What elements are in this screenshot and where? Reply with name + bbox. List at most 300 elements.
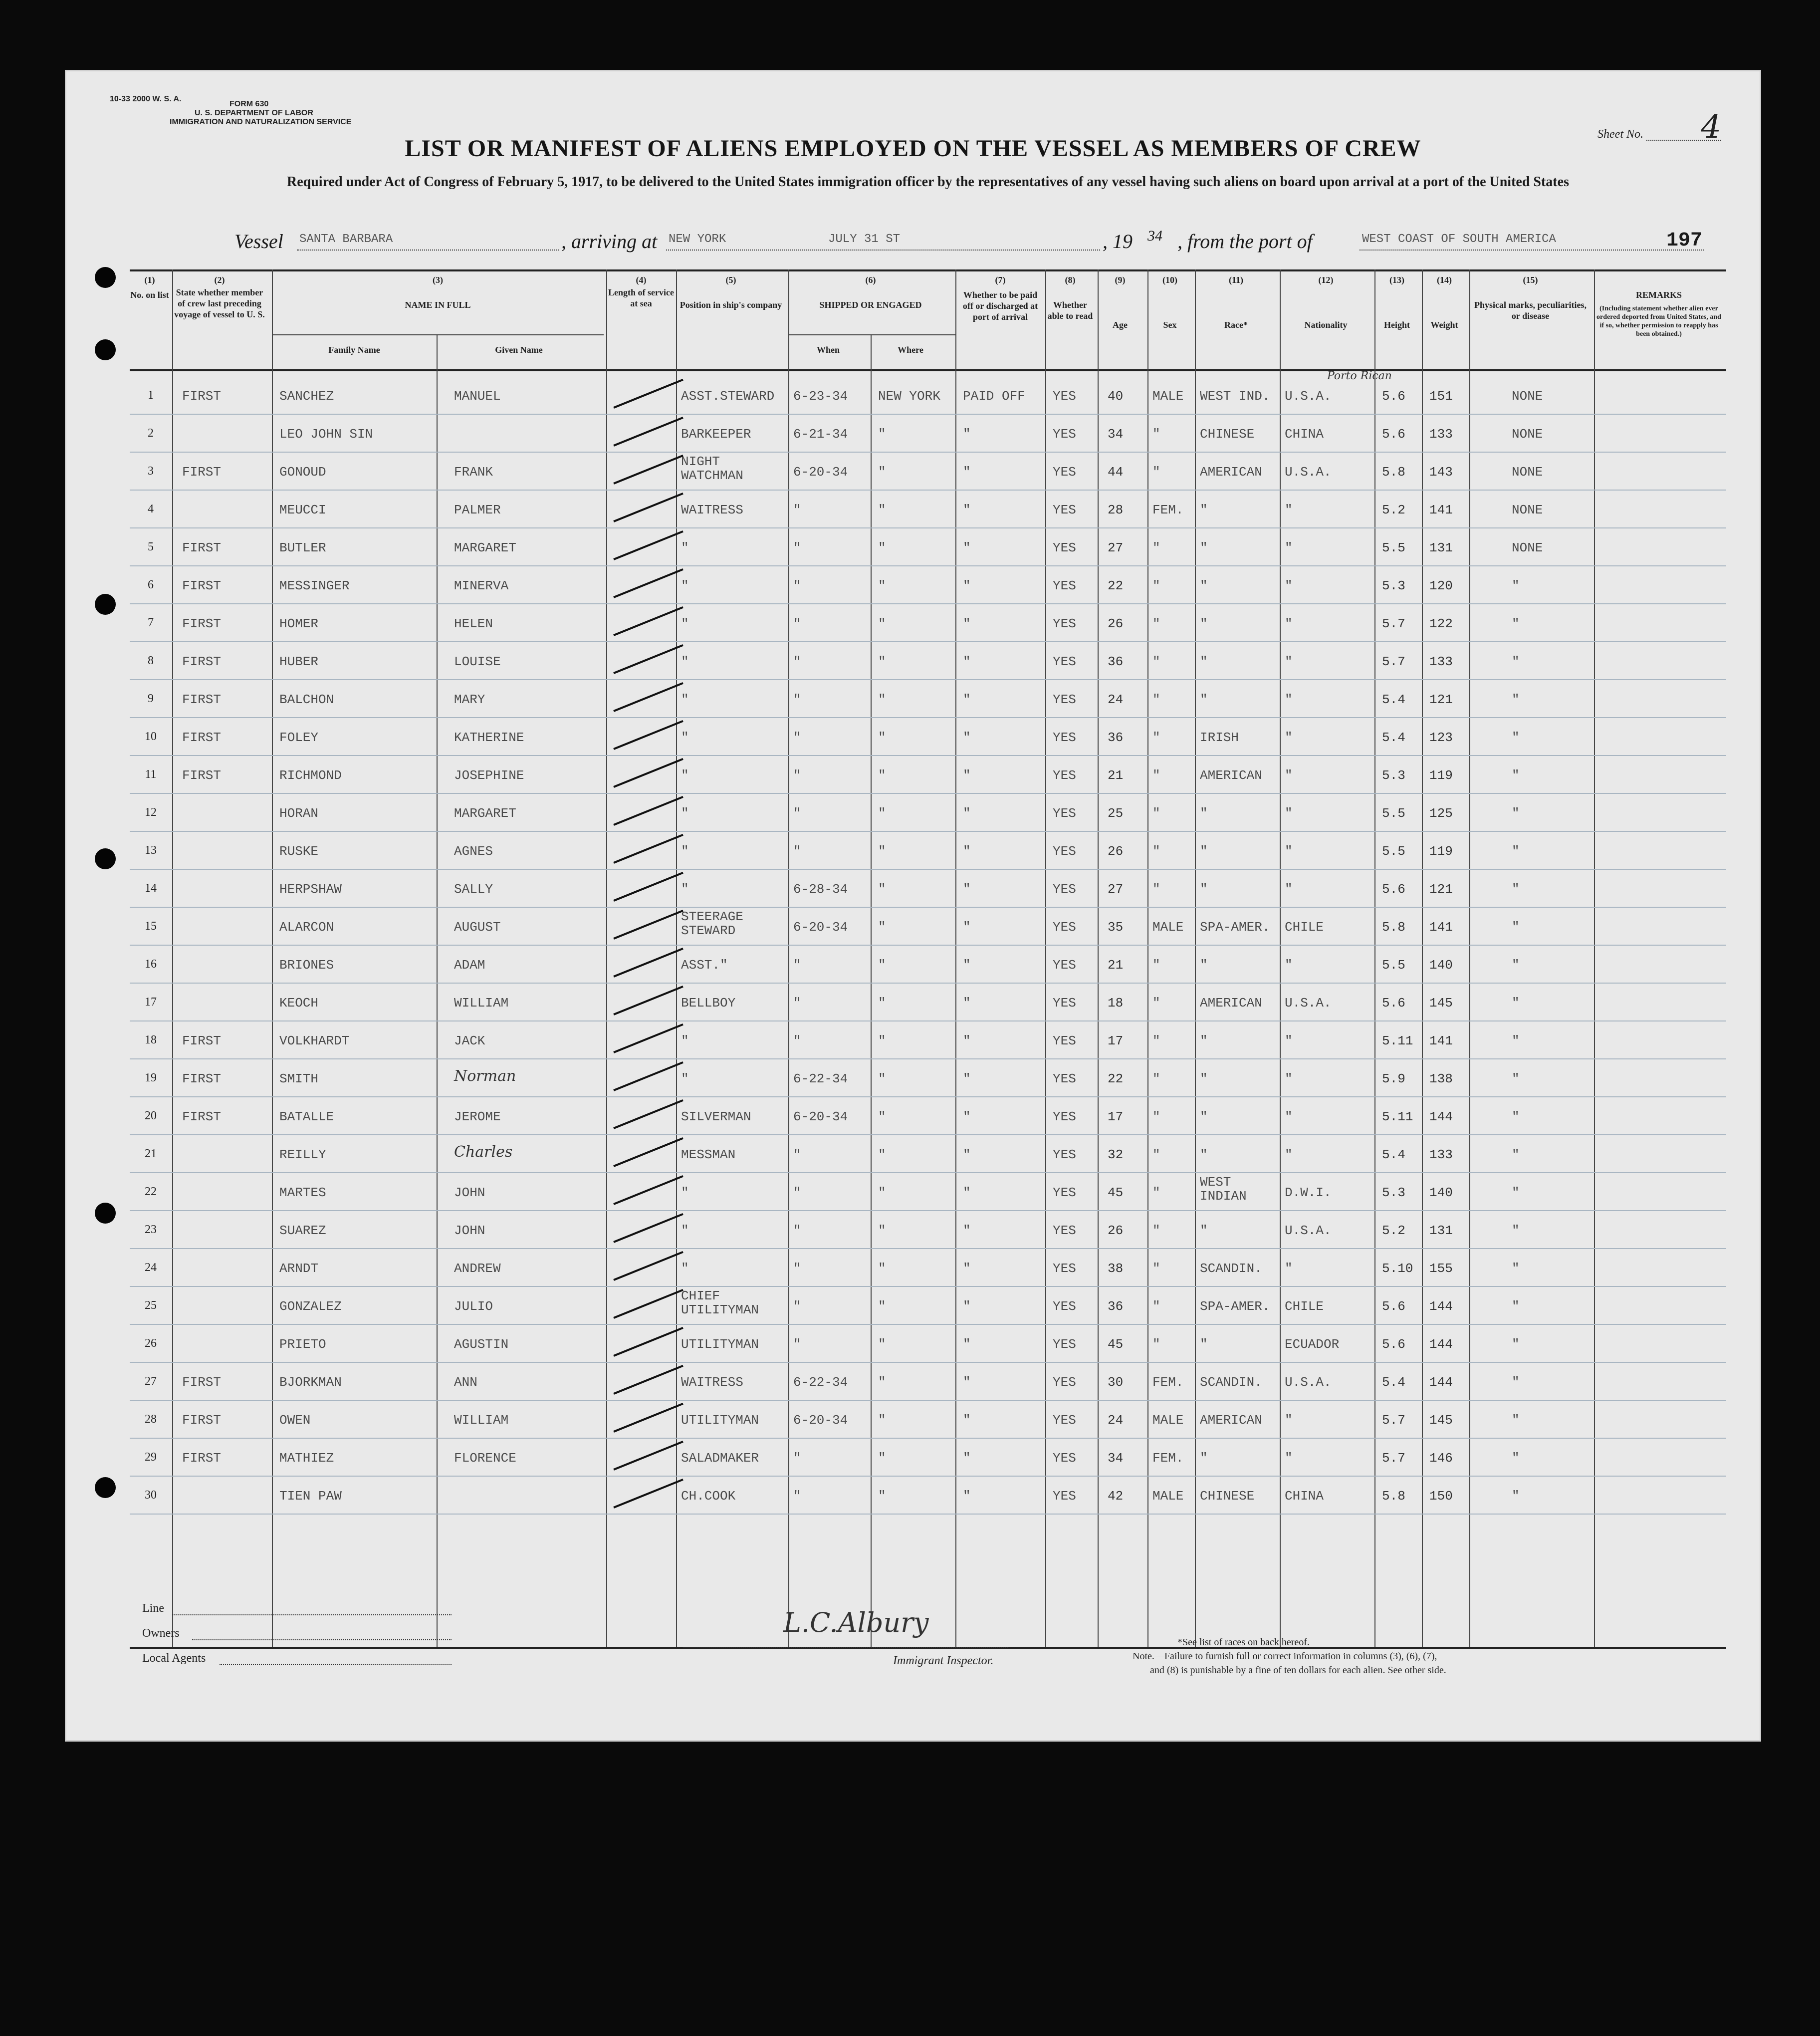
age-cell: 38 [1108, 1261, 1124, 1276]
weight-cell: 144 [1429, 1337, 1453, 1352]
sex-cell: " [1152, 882, 1160, 897]
table-row [130, 908, 1726, 946]
service-check-mark [613, 568, 683, 598]
height-cell: 5.5 [1382, 958, 1405, 973]
sex-cell: FEM. [1152, 1375, 1184, 1390]
sex-cell: " [1152, 958, 1160, 973]
row-number: 30 [145, 1489, 157, 1502]
given-name-cell: JACK [454, 1033, 485, 1048]
shipped-when-cell: " [793, 1223, 801, 1238]
row-number: 18 [145, 1033, 157, 1046]
nationality-cell: " [1285, 1109, 1293, 1124]
nationality-cell: D.W.I. [1285, 1185, 1332, 1200]
family-name-cell: TIEN PAW [279, 1489, 342, 1504]
local-agents-fill [220, 1664, 452, 1665]
age-cell: 28 [1108, 503, 1124, 517]
race-note: *See list of races on back hereof. [1177, 1637, 1310, 1648]
position-cell: " [681, 616, 689, 631]
hdr-col6-num: (6) [865, 275, 876, 285]
height-cell: 5.3 [1382, 768, 1405, 783]
family-name-cell: SUAREZ [279, 1223, 326, 1238]
race-cell: SCANDIN. [1200, 1375, 1262, 1390]
able-to-read-cell: YES [1053, 1223, 1076, 1238]
position-cell: UTILITYMAN [681, 1337, 759, 1352]
table-row [130, 1021, 1726, 1059]
physical-marks-cell: " [1512, 1413, 1520, 1428]
weight-cell: 138 [1429, 1071, 1453, 1086]
shipped-when-cell: " [793, 692, 801, 707]
table-row [130, 1477, 1726, 1515]
age-cell: 32 [1108, 1147, 1124, 1162]
nationality-cell: " [1285, 578, 1293, 593]
nationality-cell: U.S.A. [1285, 996, 1332, 1011]
row-number: 28 [145, 1413, 157, 1426]
voyage-cell: FIRST [182, 692, 222, 707]
age-cell: 17 [1108, 1033, 1124, 1048]
nationality-cell: U.S.A. [1285, 1375, 1332, 1390]
weight-cell: 151 [1429, 389, 1453, 404]
hdr-col5-num: (5) [725, 275, 736, 285]
age-cell: 18 [1108, 996, 1124, 1011]
able-to-read-cell: YES [1053, 730, 1076, 745]
position-cell: MESSMAN [681, 1147, 736, 1162]
table-row [130, 1059, 1726, 1097]
race-cell: " [1200, 1147, 1208, 1162]
shipped-when-cell: 6-23-34 [793, 389, 848, 404]
family-name-cell: RICHMOND [279, 768, 342, 783]
height-cell: 5.6 [1382, 1299, 1405, 1314]
given-name-cell: WILLIAM [454, 996, 509, 1011]
able-to-read-cell: YES [1053, 540, 1076, 555]
given-name-cell: MINERVA [454, 578, 509, 593]
race-cell: AMERICAN [1200, 465, 1262, 480]
physical-marks-cell: NONE [1512, 503, 1543, 517]
able-to-read-cell: YES [1053, 427, 1076, 442]
age-cell: 21 [1108, 768, 1124, 783]
paid-off-cell: " [963, 1261, 971, 1276]
height-cell: 5.6 [1382, 882, 1405, 897]
height-cell: 5.6 [1382, 427, 1405, 442]
row-number: 16 [145, 958, 157, 971]
service-check-mark [613, 606, 683, 636]
family-name-cell: OWEN [279, 1413, 311, 1428]
position-cell: BELLBOY [681, 996, 736, 1011]
height-cell: 5.8 [1382, 1489, 1405, 1504]
able-to-read-cell: YES [1053, 768, 1076, 783]
race-cell: " [1200, 540, 1208, 555]
physical-marks-cell: " [1512, 806, 1520, 821]
race-cell: CHINESE [1200, 1489, 1255, 1504]
vessel-info-row [234, 230, 1731, 259]
given-name-cell: JULIO [454, 1299, 493, 1314]
position-cell: " [681, 1261, 689, 1276]
row-number: 6 [148, 578, 154, 591]
height-cell: 5.6 [1382, 996, 1405, 1011]
voyage-cell: FIRST [182, 1033, 222, 1048]
physical-marks-cell: " [1512, 844, 1520, 859]
given-name-cell: Charles [454, 1143, 513, 1161]
binder-hole [95, 848, 116, 869]
shipped-where-cell: " [878, 1489, 886, 1504]
table-row [130, 528, 1726, 566]
row-number: 4 [148, 503, 154, 515]
race-cell: " [1200, 692, 1208, 707]
table-row [130, 1325, 1726, 1363]
hdr-col13-num: (13) [1389, 275, 1404, 285]
voyage-cell: FIRST [182, 730, 222, 745]
row-number: 11 [145, 768, 157, 781]
shipped-where-cell: " [878, 1147, 886, 1162]
position-cell: " [681, 1071, 689, 1086]
manifest-number: 197 [1666, 230, 1703, 252]
shipped-where-cell: " [878, 692, 886, 707]
weight-cell: 140 [1429, 1185, 1453, 1200]
family-name-cell: PRIETO [279, 1337, 326, 1352]
shipped-where-cell: " [878, 1071, 886, 1086]
able-to-read-cell: YES [1053, 1071, 1076, 1086]
family-name-cell: SMITH [279, 1071, 319, 1086]
service-check-mark [613, 455, 683, 485]
table-row [130, 566, 1726, 604]
weight-cell: 123 [1429, 730, 1453, 745]
family-name-cell: SANCHEZ [279, 389, 334, 404]
row-number: 27 [145, 1375, 157, 1388]
family-name-cell: FOLEY [279, 730, 319, 745]
position-cell: BARKEEPER [681, 427, 751, 442]
shipped-where-cell: " [878, 1223, 886, 1238]
family-name-cell: ARNDT [279, 1261, 319, 1276]
position-cell: ASST." [681, 958, 728, 973]
physical-marks-cell: " [1512, 692, 1520, 707]
binder-hole [95, 594, 116, 615]
subheader-rule [272, 334, 604, 335]
voyage-cell: FIRST [182, 768, 222, 783]
nationality-cell: U.S.A. [1285, 389, 1332, 404]
service-check-mark [613, 910, 683, 940]
family-name-cell: HOMER [279, 616, 319, 631]
department-name: U. S. DEPARTMENT OF LABOR [195, 109, 313, 117]
race-cell: " [1200, 806, 1208, 821]
shipped-when-cell: " [793, 1185, 801, 1200]
voyage-cell: FIRST [182, 465, 222, 480]
row-number: 1 [148, 389, 154, 402]
given-name-cell: MARY [454, 692, 485, 707]
age-cell: 34 [1108, 427, 1124, 442]
hdr-col8: Whether able to read [1047, 300, 1093, 321]
height-cell: 5.7 [1382, 1451, 1405, 1466]
given-name-cell: AGNES [454, 844, 493, 859]
weight-cell: 121 [1429, 692, 1453, 707]
given-name-cell: Norman [454, 1067, 516, 1085]
service-check-mark [613, 720, 683, 750]
sex-cell: " [1152, 996, 1160, 1011]
physical-marks-cell: NONE [1512, 427, 1543, 442]
service-check-mark [613, 1365, 683, 1395]
sex-cell: MALE [1152, 1413, 1184, 1428]
position-cell: " [681, 578, 689, 593]
position-cell: " [681, 844, 689, 859]
hdr-col2: State whether member of crew last preceding voyage of vessel to U. S. [174, 287, 265, 319]
able-to-read-cell: YES [1053, 654, 1076, 669]
service-check-mark [613, 872, 683, 902]
race-cell: IRISH [1200, 730, 1239, 745]
paid-off-cell: " [963, 920, 971, 935]
paid-off-cell: " [963, 958, 971, 973]
given-name-cell: ANN [454, 1375, 477, 1390]
line-label: Line [142, 1602, 164, 1615]
family-name-cell: MEUCCI [279, 503, 326, 517]
nationality-cell: CHINA [1285, 427, 1324, 442]
weight-cell: 144 [1429, 1299, 1453, 1314]
nationality-cell: U.S.A. [1285, 1223, 1332, 1238]
service-check-mark [613, 417, 683, 447]
able-to-read-cell: YES [1053, 882, 1076, 897]
paid-off-cell: " [963, 844, 971, 859]
service-check-mark [613, 796, 683, 826]
weight-cell: 133 [1429, 1147, 1453, 1162]
position-cell: STEERAGE STEWARD [681, 909, 743, 938]
physical-marks-cell: NONE [1512, 540, 1543, 555]
able-to-read-cell: YES [1053, 1147, 1076, 1162]
shipped-when-cell: 6-22-34 [793, 1375, 848, 1390]
shipped-where-cell: " [878, 844, 886, 859]
weight-cell: 146 [1429, 1451, 1453, 1466]
service-check-mark [613, 758, 683, 788]
nationality-cell: " [1285, 1071, 1293, 1086]
family-name-cell: GONZALEZ [279, 1299, 342, 1314]
page-subtitle: Required under Act of Congress of February 5, 1917, to be delivered to the United States immigration officer by the representatives of any vessel having such aliens on board upon arrival at a port of the United States [287, 174, 1569, 190]
weight-cell: 143 [1429, 465, 1453, 480]
able-to-read-cell: YES [1053, 920, 1076, 935]
owners-label: Owners [142, 1627, 180, 1640]
vessel-fill-line [297, 250, 559, 251]
paid-off-cell: " [963, 654, 971, 669]
weight-cell: 121 [1429, 882, 1453, 897]
nationality-cell: " [1285, 730, 1293, 745]
sex-cell: " [1152, 465, 1160, 480]
weight-cell: 131 [1429, 1223, 1453, 1238]
race-cell: WEST IND. [1200, 389, 1270, 404]
manifest-sheet [65, 70, 1761, 1742]
physical-marks-cell: " [1512, 1109, 1520, 1124]
paid-off-cell: " [963, 882, 971, 897]
race-cell: " [1200, 1451, 1208, 1466]
shipped-when-cell: " [793, 1299, 801, 1314]
able-to-read-cell: YES [1053, 1033, 1076, 1048]
family-name-cell: REILLY [279, 1147, 326, 1162]
shipped-when-cell: " [793, 996, 801, 1011]
shipped-when-cell: " [793, 958, 801, 973]
service-check-mark [613, 493, 683, 522]
weight-cell: 145 [1429, 996, 1453, 1011]
physical-marks-cell: " [1512, 616, 1520, 631]
hdr-col9: Age [1113, 320, 1128, 330]
shipped-when-cell: " [793, 1033, 801, 1048]
sex-cell: " [1152, 578, 1160, 593]
voyage-cell: FIRST [182, 616, 222, 631]
nationality-cell: " [1285, 616, 1293, 631]
voyage-cell: FIRST [182, 389, 222, 404]
family-name-cell: LEO JOHN SIN [279, 427, 373, 442]
physical-marks-cell: " [1512, 730, 1520, 745]
weight-cell: 125 [1429, 806, 1453, 821]
position-cell: SALADMAKER [681, 1451, 759, 1466]
position-cell: NIGHT WATCHMAN [681, 454, 743, 483]
sheet-number-value: 4 [1646, 115, 1721, 141]
shipped-when-cell: " [793, 616, 801, 631]
race-cell: " [1200, 958, 1208, 973]
row-number: 3 [148, 465, 154, 478]
age-cell: 26 [1108, 616, 1124, 631]
nationality-cell: " [1285, 503, 1293, 517]
penalty-note-2: and (8) is punishable by a fine of ten dollars for each alien. See other side. [1150, 1665, 1446, 1676]
age-cell: 36 [1108, 730, 1124, 745]
service-check-mark [613, 986, 683, 1016]
sex-cell: " [1152, 1109, 1160, 1124]
position-cell: WAITRESS [681, 1375, 743, 1390]
given-name-cell: FLORENCE [454, 1451, 516, 1466]
family-name-cell: MESSINGER [279, 578, 350, 593]
family-name-cell: BATALLE [279, 1109, 334, 1124]
shipped-where-cell: " [878, 616, 886, 631]
nationality-cell: " [1285, 844, 1293, 859]
voyage-cell: FIRST [182, 1413, 222, 1428]
nationality-cell: CHINA [1285, 1489, 1324, 1504]
family-name-cell: BRIONES [279, 958, 334, 973]
age-cell: 27 [1108, 540, 1124, 555]
nationality-cell: " [1285, 654, 1293, 669]
paid-off-cell: " [963, 616, 971, 631]
sex-cell: " [1152, 540, 1160, 555]
sex-cell: " [1152, 1299, 1160, 1314]
physical-marks-cell: " [1512, 1299, 1520, 1314]
height-cell: 5.8 [1382, 465, 1405, 480]
shipped-where-cell: " [878, 1109, 886, 1124]
binder-hole [95, 339, 116, 360]
height-cell: 5.6 [1382, 1337, 1405, 1352]
service-check-mark [613, 1403, 683, 1433]
paid-off-cell: " [963, 427, 971, 442]
arriving-fill-line [666, 250, 1100, 251]
binder-hole [95, 1203, 116, 1224]
able-to-read-cell: YES [1053, 1413, 1076, 1428]
paid-off-cell: " [963, 503, 971, 517]
hdr-remarks-note: (Including statement whether alien ever ordered deported from United States, and if so, whether permission to reapply has been obtained.) [1596, 305, 1721, 338]
table-row [130, 718, 1726, 756]
hdr-col7-num: (7) [995, 275, 1006, 285]
nationality-cell: " [1285, 1413, 1293, 1428]
nationality-cell: ECUADOR [1285, 1337, 1340, 1352]
service-check-mark [613, 1099, 683, 1129]
physical-marks-cell: " [1512, 996, 1520, 1011]
sex-cell: " [1152, 427, 1160, 442]
shipped-where-cell: " [878, 768, 886, 783]
shipped-where-cell: " [878, 578, 886, 593]
service-check-mark [613, 1175, 683, 1205]
hdr-col3: NAME IN FULL [405, 300, 471, 310]
shipped-when-cell: 6-20-34 [793, 1109, 848, 1124]
able-to-read-cell: YES [1053, 1185, 1076, 1200]
shipped-when-cell: " [793, 730, 801, 745]
sex-cell: " [1152, 1337, 1160, 1352]
hdr-col14: Weight [1430, 320, 1458, 330]
table-row [130, 680, 1726, 718]
paid-off-cell: " [963, 578, 971, 593]
physical-marks-cell: " [1512, 1185, 1520, 1200]
handwritten-note: Porto Rican [1327, 370, 1392, 382]
shipped-when-cell: " [793, 1489, 801, 1504]
height-cell: 5.2 [1382, 1223, 1405, 1238]
paid-off-cell: " [963, 1375, 971, 1390]
nationality-cell: " [1285, 540, 1293, 555]
table-row [130, 453, 1726, 491]
voyage-cell: FIRST [182, 1375, 222, 1390]
given-name-cell: SALLY [454, 882, 493, 897]
hdr-when: When [816, 345, 840, 355]
able-to-read-cell: YES [1053, 503, 1076, 517]
header-bottom-border [130, 369, 1726, 371]
position-cell: " [681, 692, 689, 707]
race-cell: " [1200, 616, 1208, 631]
able-to-read-cell: YES [1053, 1451, 1076, 1466]
sex-cell: " [1152, 692, 1160, 707]
family-name-cell: ALARCON [279, 920, 334, 935]
family-name-cell: VOLKHARDT [279, 1033, 350, 1048]
position-cell: " [681, 654, 689, 669]
from-port-label: , from the port of [1177, 230, 1313, 253]
penalty-note-1: Note.—Failure to furnish full or correct information in columns (3), (6), (7), [1133, 1651, 1437, 1662]
hdr-col7: Whether to be paid off or discharged at port of arrival [962, 290, 1038, 322]
position-cell: " [681, 540, 689, 555]
age-cell: 26 [1108, 844, 1124, 859]
table-row [130, 1097, 1726, 1135]
age-cell: 24 [1108, 1413, 1124, 1428]
height-cell: 5.11 [1382, 1109, 1413, 1124]
sex-cell: " [1152, 616, 1160, 631]
height-cell: 5.5 [1382, 806, 1405, 821]
sex-cell: " [1152, 1261, 1160, 1276]
nationality-cell: U.S.A. [1285, 465, 1332, 480]
hdr-remarks: REMARKS [1635, 290, 1682, 300]
shipped-where-cell: " [878, 1337, 886, 1352]
position-cell: UTILITYMAN [681, 1413, 759, 1428]
height-cell: 5.4 [1382, 1147, 1405, 1162]
nationality-cell: CHILE [1285, 1299, 1324, 1314]
given-name-cell: ADAM [454, 958, 485, 973]
paid-off-cell: PAID OFF [963, 389, 1025, 404]
physical-marks-cell: " [1512, 1223, 1520, 1238]
shipped-when-cell: " [793, 1337, 801, 1352]
family-name-cell: MARTES [279, 1185, 326, 1200]
shipped-when-cell: 6-20-34 [793, 920, 848, 935]
physical-marks-cell: " [1512, 920, 1520, 935]
sex-cell: " [1152, 1185, 1160, 1200]
service-check-mark [613, 1023, 683, 1053]
voyage-cell: FIRST [182, 1109, 222, 1124]
inspector-label: Immigrant Inspector. [893, 1654, 994, 1667]
hdr-col2-num: (2) [214, 275, 225, 285]
shipped-when-cell: " [793, 503, 801, 517]
physical-marks-cell: " [1512, 1451, 1520, 1466]
nationality-cell: " [1285, 1147, 1293, 1162]
physical-marks-cell: " [1512, 578, 1520, 593]
height-cell: 5.9 [1382, 1071, 1405, 1086]
given-name-cell: ANDREW [454, 1261, 501, 1276]
shipped-when-cell: " [793, 806, 801, 821]
given-name-cell: LOUISE [454, 654, 501, 669]
family-name-cell: BJORKMAN [279, 1375, 342, 1390]
table-top-border [130, 269, 1726, 271]
